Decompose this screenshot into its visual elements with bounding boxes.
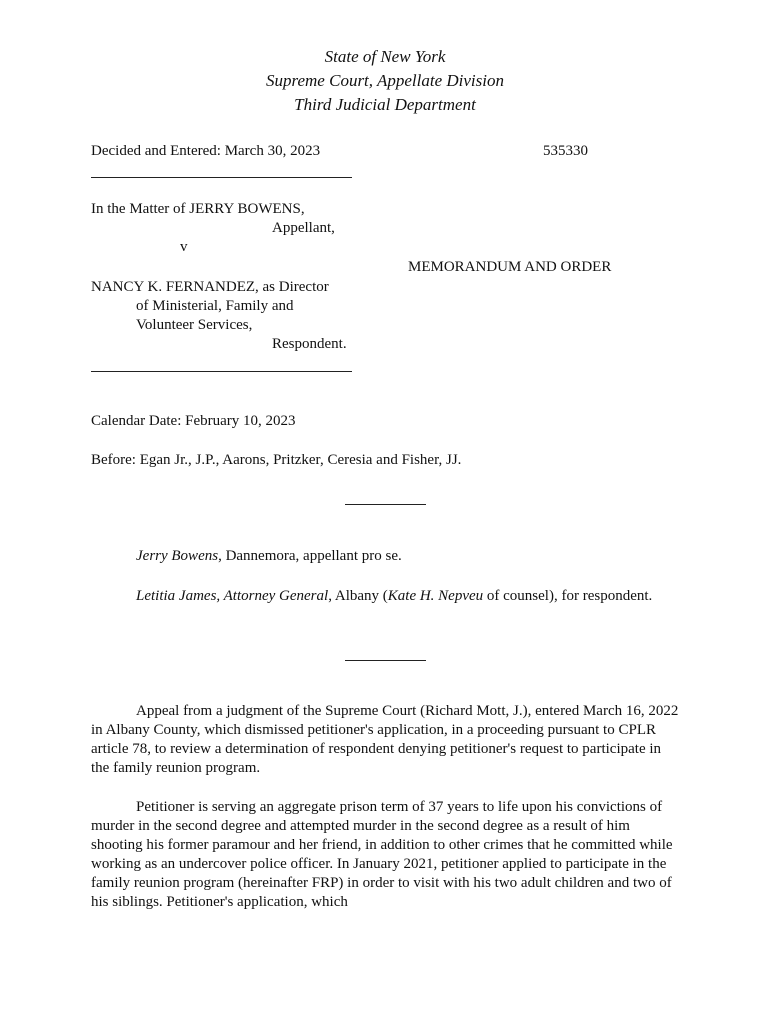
decided-date: Decided and Entered: March 30, 2023 — [91, 143, 321, 159]
caption-respondent-name: NANCY K. FERNANDEZ, as Director — [91, 279, 329, 295]
header-court: Supreme Court, Appellate Division — [266, 71, 504, 90]
docket-number: 535330 — [543, 143, 588, 159]
caption-respondent: Respondent. — [272, 336, 347, 352]
appellant-name: Jerry Bowens — [136, 548, 219, 564]
caption-respondent-title-2: Volunteer Services, — [136, 317, 253, 333]
before-panel: Before: Egan Jr., J.P., Aarons, Pritzker, Ceresia and Fisher, JJ. — [91, 452, 462, 468]
header-state: State of New York — [324, 47, 446, 66]
appearance-respondent — [91, 587, 681, 606]
section-divider-1 — [345, 504, 426, 505]
appearance-appellant — [136, 547, 402, 566]
ag-appearance-text: of counsel), for respondent. — [483, 588, 653, 604]
order-type: MEMORANDUM AND ORDER — [408, 259, 612, 275]
caption-respondent-title-1: of Ministerial, Family and — [136, 298, 294, 314]
ag-location: , Albany ( — [328, 588, 388, 604]
appellant-appearance-text: , Dannemora, appellant pro se. — [218, 548, 402, 564]
caption-matter: In the Matter of JERRY BOWENS, — [91, 201, 305, 217]
header-department: Third Judicial Department — [294, 95, 476, 114]
body-paragraph-2: Petitioner is serving an aggregate prison term of 37 years to life upon his convictions of murder in the second degree and attempted murder in the second degree as a result of him shooting his former paramour and her friend, in addition to other crimes that he committed while working as an undercover police officer. In January 2021, petitioner applied to participate in the family reunion program (hereinafter FRP) in order to visit with his two adult children and two of his siblings. Petitioner's application, which — [91, 799, 673, 910]
caption-rule-bottom — [91, 371, 352, 372]
caption-versus: v — [180, 239, 188, 255]
attorney-general-name: Letitia James, Attorney General — [136, 588, 329, 604]
section-divider-2 — [345, 660, 426, 661]
caption-appellant: Appellant, — [272, 220, 335, 236]
counsel-name: Kate H. Nepveu — [387, 588, 484, 604]
body-paragraph-1: Appeal from a judgment of the Supreme Court (Richard Mott, J.), entered March 16, 2022 in Albany County, which dismissed petitioner's application, in a proceeding pursuant to CPLR article 78, to review a determination of respondent denying petitioner's request to participate in the family reunion program. — [91, 703, 679, 776]
caption-rule-top — [91, 177, 352, 178]
calendar-date: Calendar Date: February 10, 2023 — [91, 413, 296, 429]
